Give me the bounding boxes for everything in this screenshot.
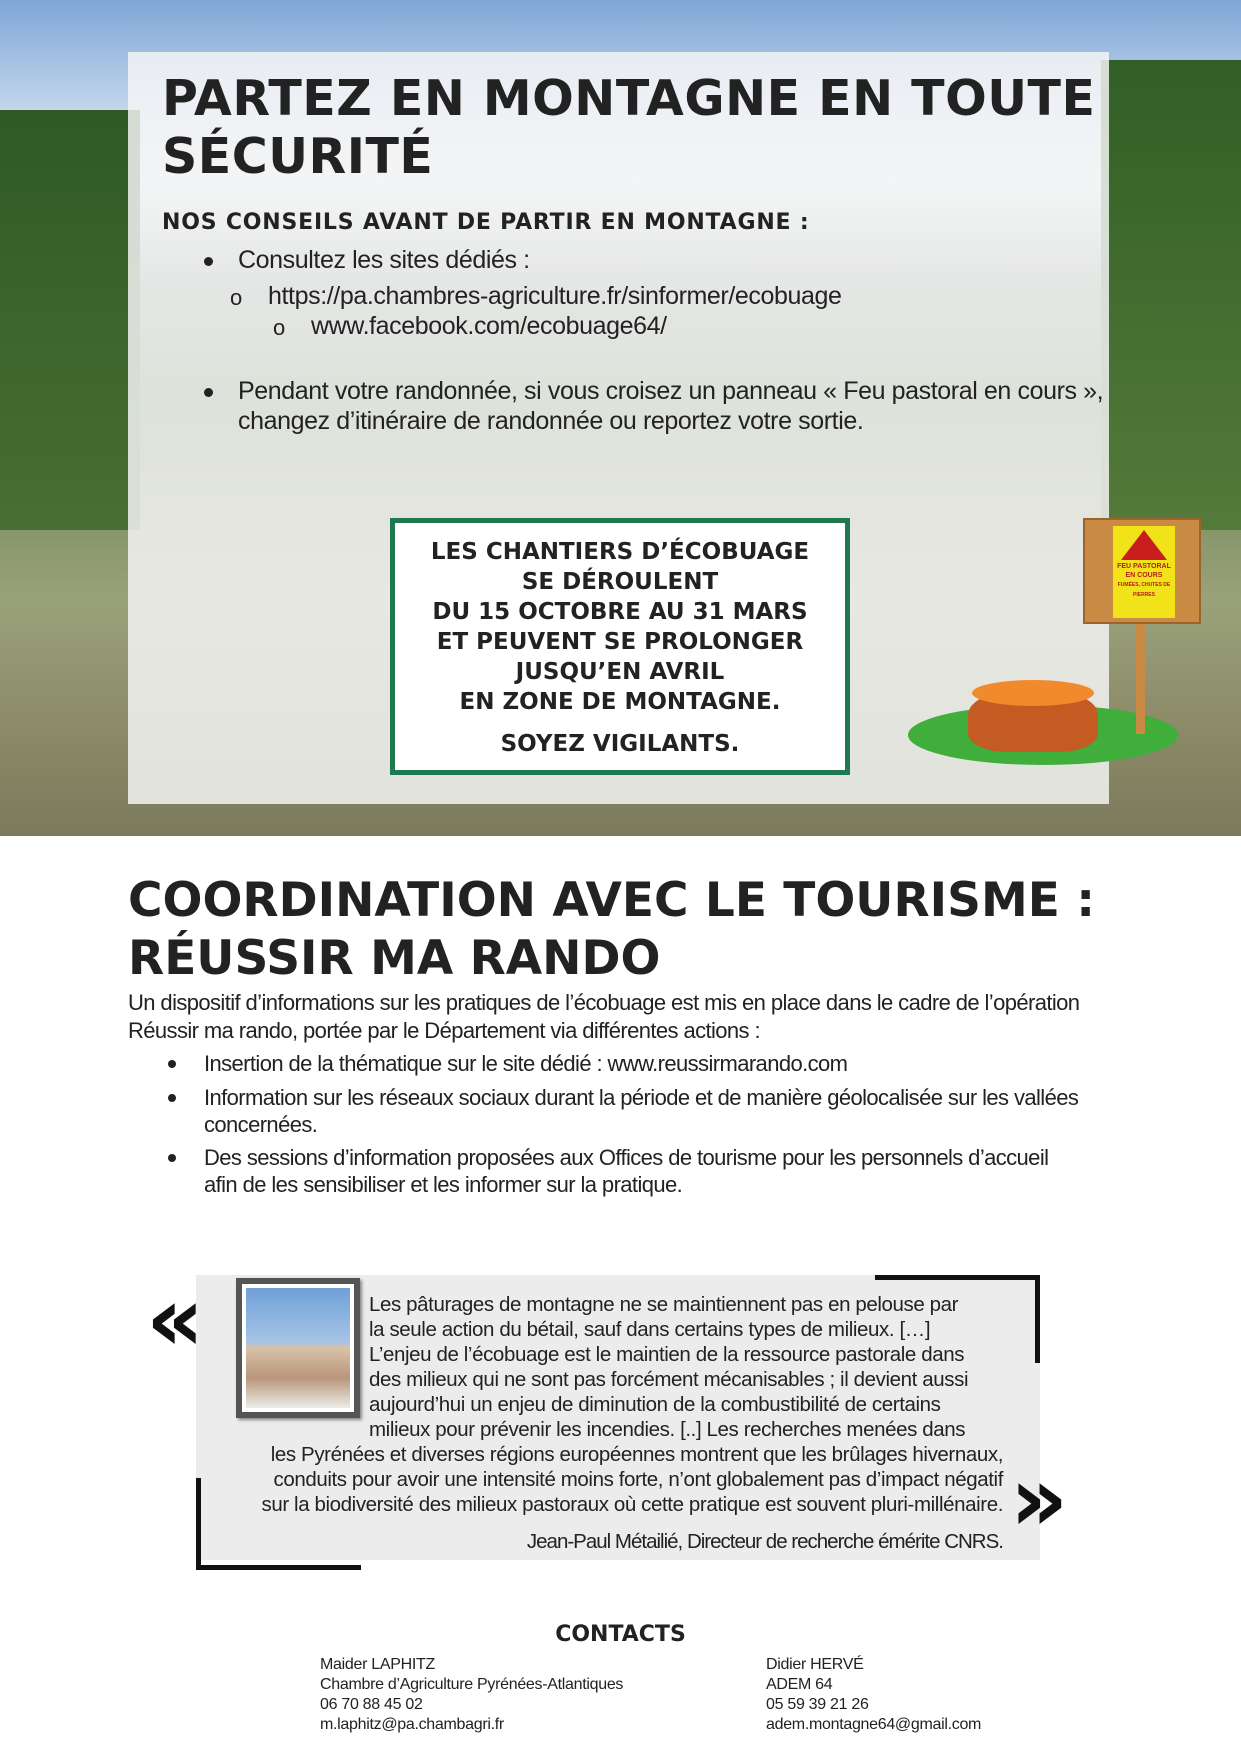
tourism-bullet-2: concernées.: [204, 1112, 318, 1137]
contact-left: Maider LAPHITZ Chambre d’Agriculture Pyrénées-Atlantiques 06 70 88 45 02 m.laphitz@pa.chambagri.fr: [320, 1656, 624, 1733]
tree-stump-illustration: [968, 690, 1098, 752]
notice-line: ET PEUVENT SE PROLONGER: [436, 629, 804, 655]
bullet-icon: [168, 1154, 176, 1162]
email-link[interactable]: adem.montagne64@gmail.com: [766, 1716, 982, 1733]
bullet-icon: [204, 388, 213, 397]
fire-warning-icon: [1121, 530, 1167, 560]
sign-post: [1136, 624, 1145, 734]
notice-line: SE DÉROULENT: [521, 569, 719, 595]
notice-line: LES CHANTIERS D’ÉCOBUAGE: [430, 539, 810, 565]
page-title: PARTEZ EN MONTAGNE EN TOUTE SÉCURITÉ: [162, 70, 1096, 185]
ecobuage-notice-box: [390, 518, 850, 775]
advice-subheading: NOS CONSEILS AVANT DE PARTIR EN MONTAGNE :: [162, 210, 810, 235]
sub-bullet-icon: o: [230, 285, 243, 310]
tourism-title: COORDINATION AVEC LE TOURISME : RÉUSSIR MA RANDO: [128, 873, 1096, 986]
advice-bullet-2-line1: Pendant votre randonnée, si vous croisez un panneau « Feu pastoral en cours »,: [238, 377, 1104, 405]
notice-line: EN ZONE DE MONTAGNE.: [459, 689, 781, 715]
contacts-heading: CONTACTS: [555, 1622, 686, 1647]
email-link[interactable]: m.laphitz@pa.chambagri.fr: [320, 1716, 504, 1733]
notice-line: JUSQU’EN AVRIL: [515, 659, 725, 685]
quote-author: Jean-Paul Métailié, Directeur de recherche émérite CNRS.: [526, 1530, 1003, 1553]
bullet-icon: [168, 1060, 176, 1068]
close-quote-icon: »: [1010, 1447, 1069, 1552]
link-chambres-agriculture[interactable]: https://pa.chambres-agriculture.fr/sinformer/ecobuage: [268, 282, 842, 310]
advice-bullet-2-line2: changez d’itinéraire de randonnée ou reportez votre sortie.: [238, 407, 864, 435]
open-quote-icon: «: [146, 1267, 205, 1372]
forest-right: [1101, 60, 1241, 530]
quote-text-long: les Pyrénées et diverses régions européennes montrent que les brûlages hivernaux, conduits pour avoir une intensité moins forte, n’ont globalement pas d’impact négatif sur la biodiversité des milieux pastoraux où cette pratique est souvent pluri-millénaire.: [261, 1443, 1003, 1516]
tourism-intro: Réussir ma rando, portée par le Département via différentes actions :: [128, 1018, 760, 1043]
tourism-bullet-3: afin de les sensibiliser et les informer sur la pratique.: [204, 1172, 683, 1197]
notice-vigilant: SOYEZ VIGILANTS.: [500, 731, 740, 757]
bullet-icon: [204, 257, 213, 266]
notice-line: DU 15 OCTOBRE AU 31 MARS: [432, 599, 808, 625]
link-facebook[interactable]: www.facebook.com/ecobuage64/: [311, 312, 667, 340]
fire-warning-sign: FEU PASTORAL EN COURS FUMÉES, CHUTES DE PIERRES: [1083, 518, 1201, 624]
quote-text-short: Les pâturages de montagne ne se maintiennent pas en pelouse par la seule action du bétail, sauf dans certains types de milieux. […] L’enjeu de l’écobuage est le maintien de la ressource pastorale dans des milieux qui ne sont pas forcément mécanisables ; il devient aussi aujourd’hui un enjeu de diminution de la combustibilité de certains milieux pour prévenir les incendies. [..] Les recherches menées dans: [369, 1293, 969, 1441]
tourism-bullet-1: Insertion de la thématique sur le site dédié : www.reussirmarando.com: [204, 1051, 848, 1076]
advice-bullet-1: Consultez les sites dédiés :: [238, 246, 530, 274]
tourism-intro: Un dispositif d’informations sur les pratiques de l’écobuage est mis en place dans le cadre de l’opération: [128, 990, 1080, 1015]
author-photo: [236, 1278, 360, 1418]
tourism-bullet-2: Information sur les réseaux sociaux durant la période et de manière géolocalisée sur les vallées: [204, 1085, 1079, 1110]
forest-left: [0, 110, 140, 530]
bullet-icon: [168, 1094, 176, 1102]
tourism-bullet-3: Des sessions d’information proposées aux Offices de tourisme pour les personnels d’accueil: [204, 1145, 1049, 1170]
contact-right: Didier HERVÉ ADEM 64 05 59 39 21 26 adem.montagne64@gmail.com: [766, 1656, 982, 1733]
sub-bullet-icon: o: [273, 315, 286, 340]
